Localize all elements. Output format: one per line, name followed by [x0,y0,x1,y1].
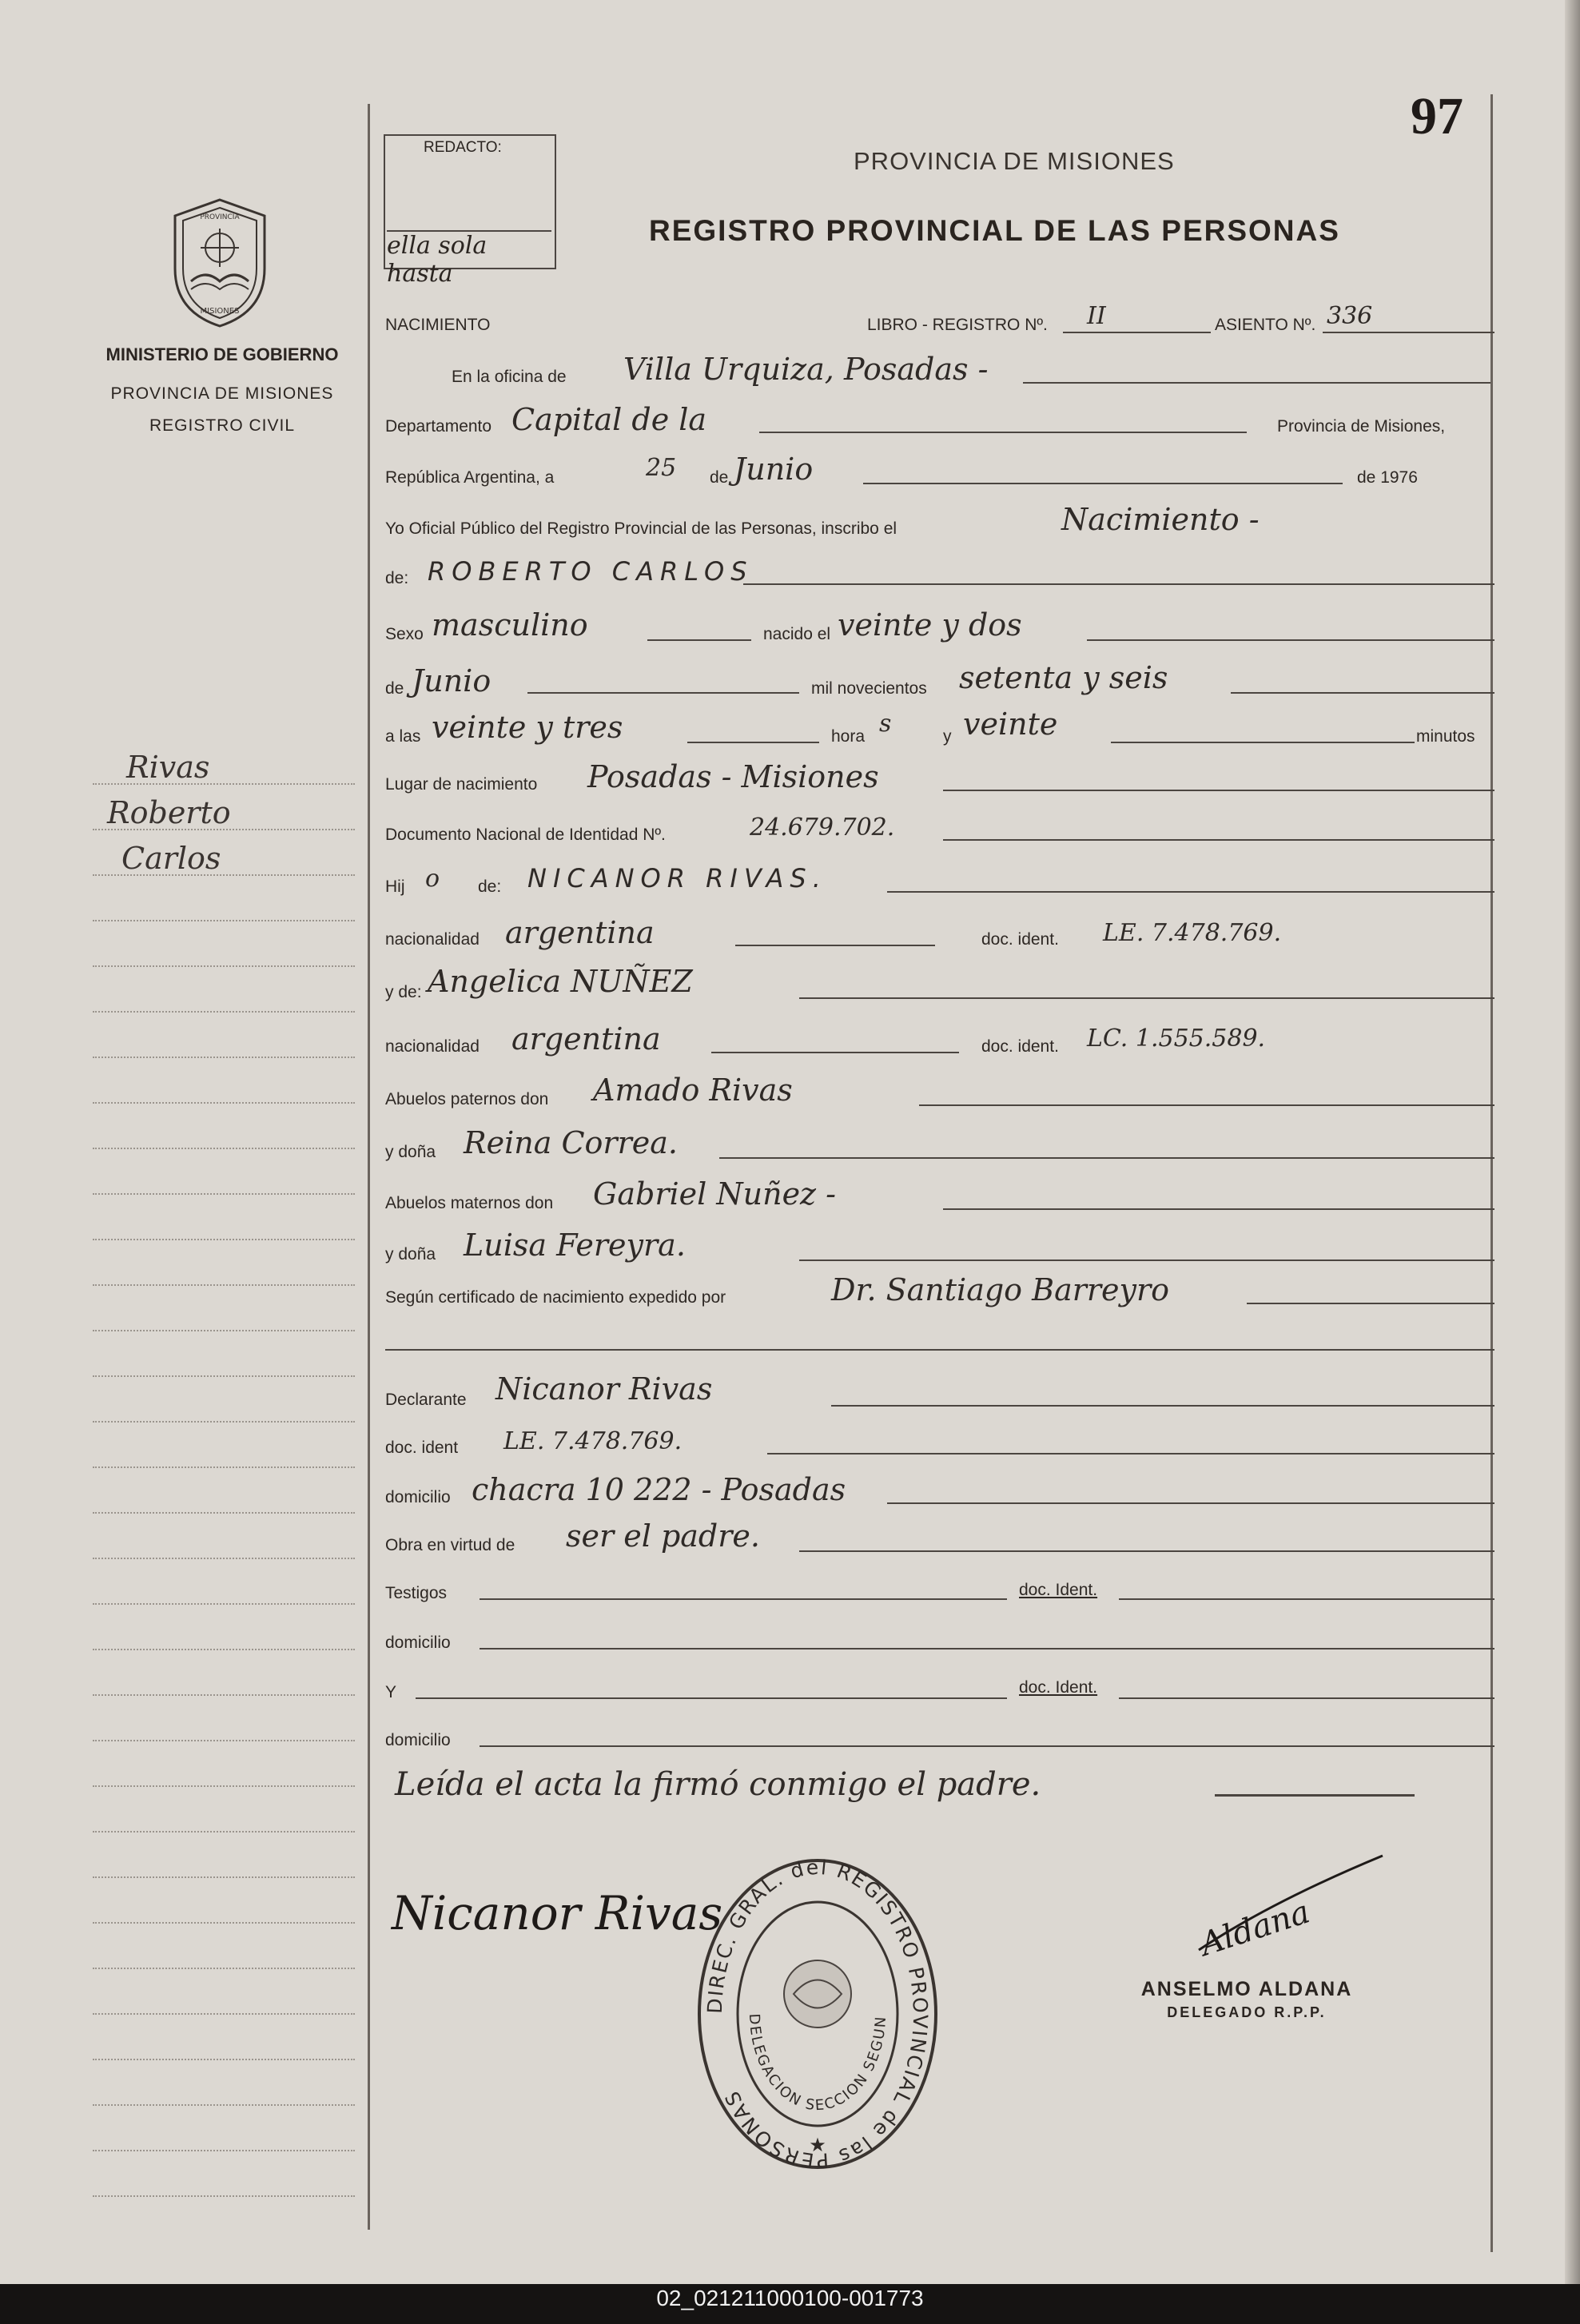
libro-value: II [1087,302,1106,330]
declarante-label: Declarante [385,1391,467,1409]
sexo-line [647,639,751,641]
y2-doc-label: doc. Ident. [1019,1678,1098,1697]
dona1-value: Reina Correa. [464,1125,678,1160]
right-border-line [1490,94,1493,2252]
docid-label: doc. ident [385,1439,459,1457]
hora-label: hora [831,727,866,746]
libro-label: LIBRO - REGISTRO Nº. [867,316,1048,334]
cert-value: Dr. Santiago Barreyro [831,1272,1170,1307]
nac2-label: nacionalidad [385,1037,480,1056]
ministry-name: MINISTERIO DE GOBIERNO [105,344,339,364]
ab-pat-label: Abuelos paternos don [385,1090,549,1108]
a-las-label: a las [385,727,421,746]
padre-line [887,891,1494,893]
dona1-label: y doña [385,1143,436,1161]
margin-rule [93,1831,355,1833]
libro-line [1063,332,1211,333]
y2-line [416,1697,1007,1699]
margin-rule [93,920,355,921]
redacto-handwritten: ella sola hasta [387,230,551,288]
cert-line [1247,1303,1494,1304]
margin-rule [93,1102,355,1104]
margin-rule [93,1057,355,1058]
margin-rule [93,2013,355,2015]
nacimiento-label: NACIMIENTO [385,316,491,334]
seal-outer-text: DIREC. GRAL. del REGISTRO PROVINCIAL de las PERSONAS [702,1855,933,2173]
nac1-value: argentina [505,915,655,950]
header-title: REGISTRO PROVINCIAL DE LAS PERSONAS [649,214,1340,247]
testigos-line [480,1598,1007,1600]
dom2-line [480,1648,1494,1649]
doc1-label: doc. ident. [981,930,1059,949]
mes-value: Junio [734,452,814,487]
emblem-top-text: PROVINCIA [200,213,240,221]
a-las-line [687,742,819,743]
mil-line [1231,692,1494,694]
ministry-office: REGISTRO CIVIL [149,416,296,435]
stamp-name: ANSELMO ALDANA [1140,1978,1353,2000]
nac2-line [711,1052,959,1053]
margin-rule [93,874,355,876]
doc2-value: LC. 1.555.589. [1087,1025,1266,1053]
republica-label: República Argentina, a [385,468,555,487]
margin-rule [93,1740,355,1741]
testigos-doc-label: doc. Ident. [1019,1581,1098,1599]
margin-rule [93,2150,355,2151]
official-signature: Aldana [1196,1893,1315,1964]
obra-label: Obra en virtud de [385,1536,515,1554]
margin-rule [93,2059,355,2060]
docid-value: LE. 7.478.769. [503,1427,683,1455]
dni-label: Documento Nacional de Identidad Nº. [385,826,666,844]
y-label: y [943,727,952,746]
official-stamp [1127,1978,1367,2021]
page-number: 97 [1411,87,1463,145]
stamp-role: DELEGADO R.P.P. [1167,2004,1327,2020]
minutos-label: minutos [1416,727,1475,746]
de2-label: de [385,679,404,698]
margin-rule [93,1968,355,1969]
asiento-value: 336 [1327,302,1373,330]
hijo-de-label: de: [478,877,502,896]
doc2-label: doc. ident. [981,1037,1059,1056]
minutos-line [1111,742,1415,743]
oficial-label: Yo Oficial Público del Registro Provincial de las Personas, inscribo el [385,519,897,538]
asiento-label: ASIENTO Nº. [1215,316,1316,334]
ministry-province: PROVINCIA DE MISIONES [110,384,334,403]
margin-rule [93,1193,355,1195]
ab-pat-value: Amado Rivas [593,1072,793,1108]
dona1-line [719,1157,1494,1159]
margin-rule [93,965,355,967]
dom2-label: domicilio [385,1634,451,1652]
oficina-label: En la oficina de [452,368,567,386]
obra-line [799,1550,1494,1552]
margin-rule [93,1284,355,1286]
seal-inner-text: DELEGACION SECCION SEGUN [745,2013,890,2115]
hora-value: s [879,710,892,738]
nacido-line [1087,639,1494,641]
margin-rule [93,1375,355,1377]
anio-label: de 1976 [1357,468,1418,487]
madre-line [799,997,1494,999]
signature-flourish [1183,1846,1391,1966]
province-emblem [164,195,276,335]
sexo-label: Sexo [385,625,424,643]
oficina-line [1023,382,1490,384]
provincia-label: Provincia de Misiones, [1277,417,1446,436]
margin-rule [93,1512,355,1514]
declarante-line [831,1405,1494,1407]
margin-name-2: Carlos [121,841,221,876]
closing-statement: Leída el acta la firmó conmigo el padre. [395,1766,1041,1803]
hijo-label: Hij [385,877,405,896]
cert-label: Según certificado de nacimiento expedido por [385,1288,726,1307]
obra-value: ser el padre. [566,1518,760,1554]
left-border-line [368,104,370,2230]
margin-rule [93,2104,355,2106]
margin-rule [93,1922,355,1924]
mes2-line [527,692,799,694]
lugar-line [943,790,1494,791]
margin-rule [93,1421,355,1423]
header-province: PROVINCIA DE MISIONES [854,147,1175,175]
margin-rule [93,783,355,785]
margin-rule [93,1694,355,1696]
margin-rule [93,1330,355,1331]
emblem-bottom-text: MISIONES [200,307,240,316]
dona2-line [799,1259,1494,1261]
lugar-value: Posadas - Misiones [587,759,879,794]
redacto-label: REDACTO: [424,139,502,156]
mil-label: mil novecientos [811,679,927,698]
de-label: de [710,468,729,487]
declarante-value: Nicanor Rivas [495,1371,713,1407]
margin-rule [93,1239,355,1240]
closing-line [1215,1794,1415,1797]
ab-mat-label: Abuelos maternos don [385,1194,554,1212]
testigos-label: Testigos [385,1584,448,1602]
nombre-value: ROBERTO CARLOS [428,556,754,587]
margin-rule [93,1876,355,1878]
domicilio-line [887,1502,1494,1504]
nac1-label: nacionalidad [385,930,480,949]
margin-rule [93,1603,355,1605]
margin-name-1: Roberto [107,795,231,830]
oficina-value: Villa Urquiza, Posadas - [623,352,989,387]
dona2-value: Luisa Fereyra. [464,1228,686,1263]
de-nombre-label: de: [385,569,409,587]
departamento-value: Capital de la [511,402,707,437]
padre-value: NICANOR RIVAS. [527,863,827,893]
margin-rule [93,1148,355,1149]
asiento-line [1323,332,1494,333]
departamento-label: Departamento [385,417,492,436]
lugar-label: Lugar de nacimiento [385,775,538,794]
svg-text:★: ★ [809,2134,826,2156]
y2-doc-line [1119,1697,1494,1699]
mil-value: setenta y seis [959,660,1168,695]
margin-rule [93,829,355,830]
margin-rule [93,1011,355,1013]
nombre-line [743,583,1494,585]
departamento-line [759,432,1247,433]
nacido-value: veinte y dos [838,607,1022,643]
minutos-value: veinte [963,706,1058,742]
oficial-value: Nacimiento - [1061,502,1260,537]
hijo-suffix: o [425,865,440,893]
doc1-value: LE. 7.478.769. [1103,919,1282,947]
sexo-value: masculino [432,607,588,643]
dom3-line [480,1745,1494,1747]
dona2-label: y doña [385,1245,436,1263]
domicilio-label: domicilio [385,1488,451,1506]
ab-pat-line [919,1104,1494,1106]
margin-rule [93,2195,355,2197]
cert-line-2 [385,1349,1494,1351]
dni-line [943,839,1494,841]
nac1-line [735,945,935,946]
dia-value: 25 [646,454,677,482]
y2-label: Y [385,1683,397,1701]
docid-line [767,1453,1494,1454]
dni-value: 24.679.702. [750,814,895,842]
file-id: 02_021211000100-001773 [656,2286,924,2310]
domicilio-value: chacra 10 222 - Posadas [472,1472,846,1507]
mes2-value: Junio [412,663,492,698]
ab-mat-value: Gabriel Nuñez - [593,1176,836,1212]
testigos-doc-line [1119,1598,1494,1600]
nacido-label: nacido el [763,625,831,643]
margin-rule [93,1649,355,1650]
page-spine [1565,0,1580,2284]
nac2-value: argentina [511,1021,661,1057]
margin-rule [93,1466,355,1468]
y-de-label: y de: [385,983,422,1001]
madre-value: Angelica NUÑEZ [428,964,693,999]
declarante-signature: Nicanor Rivas [392,1886,723,1940]
margin-surname: Rivas [126,750,210,785]
margin-rule [93,1558,355,1559]
margin-rule [93,1785,355,1787]
fecha-line [863,483,1343,484]
registry-oval-seal [694,1854,941,2178]
ab-mat-line [943,1208,1494,1210]
dom3-label: domicilio [385,1731,451,1749]
a-las-value: veinte y tres [432,710,623,745]
